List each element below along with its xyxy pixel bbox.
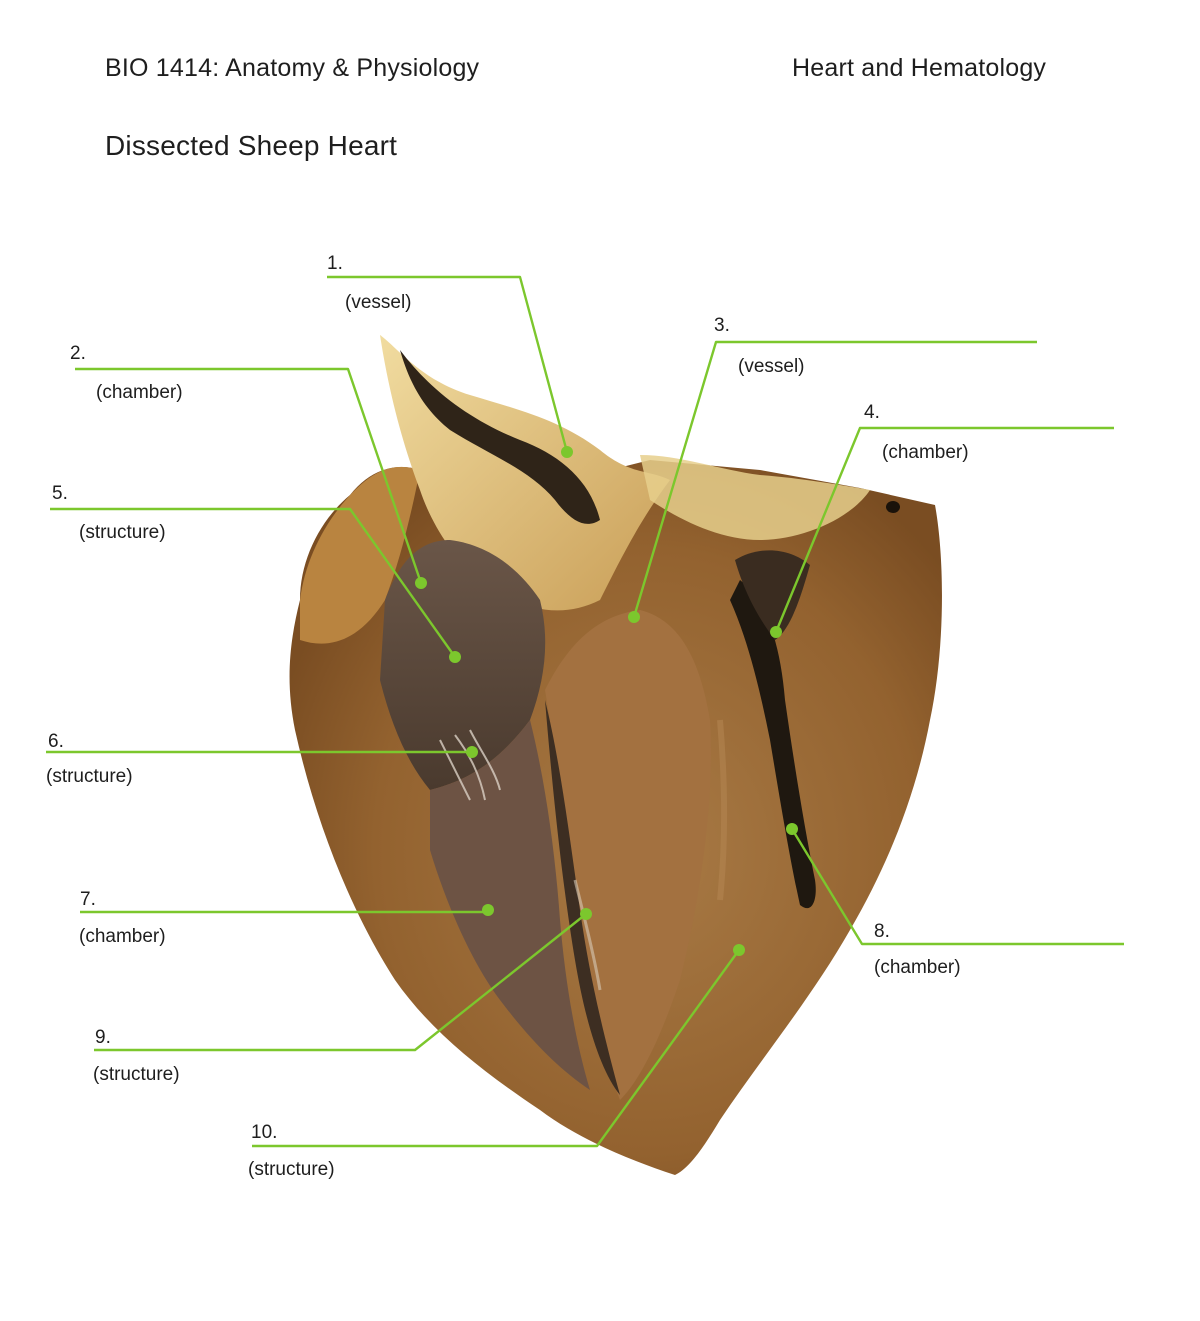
leader-dot-7 [482, 904, 494, 916]
label-2-category: (chamber) [96, 382, 183, 403]
label-3-category: (vessel) [738, 356, 805, 377]
label-5-category: (structure) [79, 522, 166, 543]
leader-dot-8 [786, 823, 798, 835]
label-7-number: 7. [80, 889, 96, 910]
leader-dot-1 [561, 446, 573, 458]
vessel-opening [886, 501, 900, 513]
label-2-number: 2. [70, 343, 86, 364]
label-1-category: (vessel) [345, 292, 412, 313]
leader-dot-5 [449, 651, 461, 663]
label-9-number: 9. [95, 1027, 111, 1048]
leader-dot-9 [580, 908, 592, 920]
label-5-number: 5. [52, 483, 68, 504]
label-7-category: (chamber) [79, 926, 166, 947]
label-4-category: (chamber) [882, 442, 969, 463]
unit-topic: Heart and Hematology [792, 54, 1047, 82]
label-10-number: 10. [251, 1122, 278, 1143]
label-4-number: 4. [864, 402, 880, 423]
leader-dot-4 [770, 626, 782, 638]
leader-dot-3 [628, 611, 640, 623]
leader-dot-6 [466, 746, 478, 758]
leader-dot-2 [415, 577, 427, 589]
page-title: Dissected Sheep Heart [105, 130, 398, 161]
label-6-number: 6. [48, 731, 64, 752]
leader-dot-10 [733, 944, 745, 956]
label-1-number: 1. [327, 253, 343, 274]
label-9-category: (structure) [93, 1064, 180, 1085]
label-8-category: (chamber) [874, 957, 961, 978]
label-8-number: 8. [874, 921, 890, 942]
course-title: BIO 1414: Anatomy & Physiology [105, 54, 480, 82]
label-3-number: 3. [714, 315, 730, 336]
label-10-category: (structure) [248, 1159, 335, 1180]
label-6-category: (structure) [46, 766, 133, 787]
